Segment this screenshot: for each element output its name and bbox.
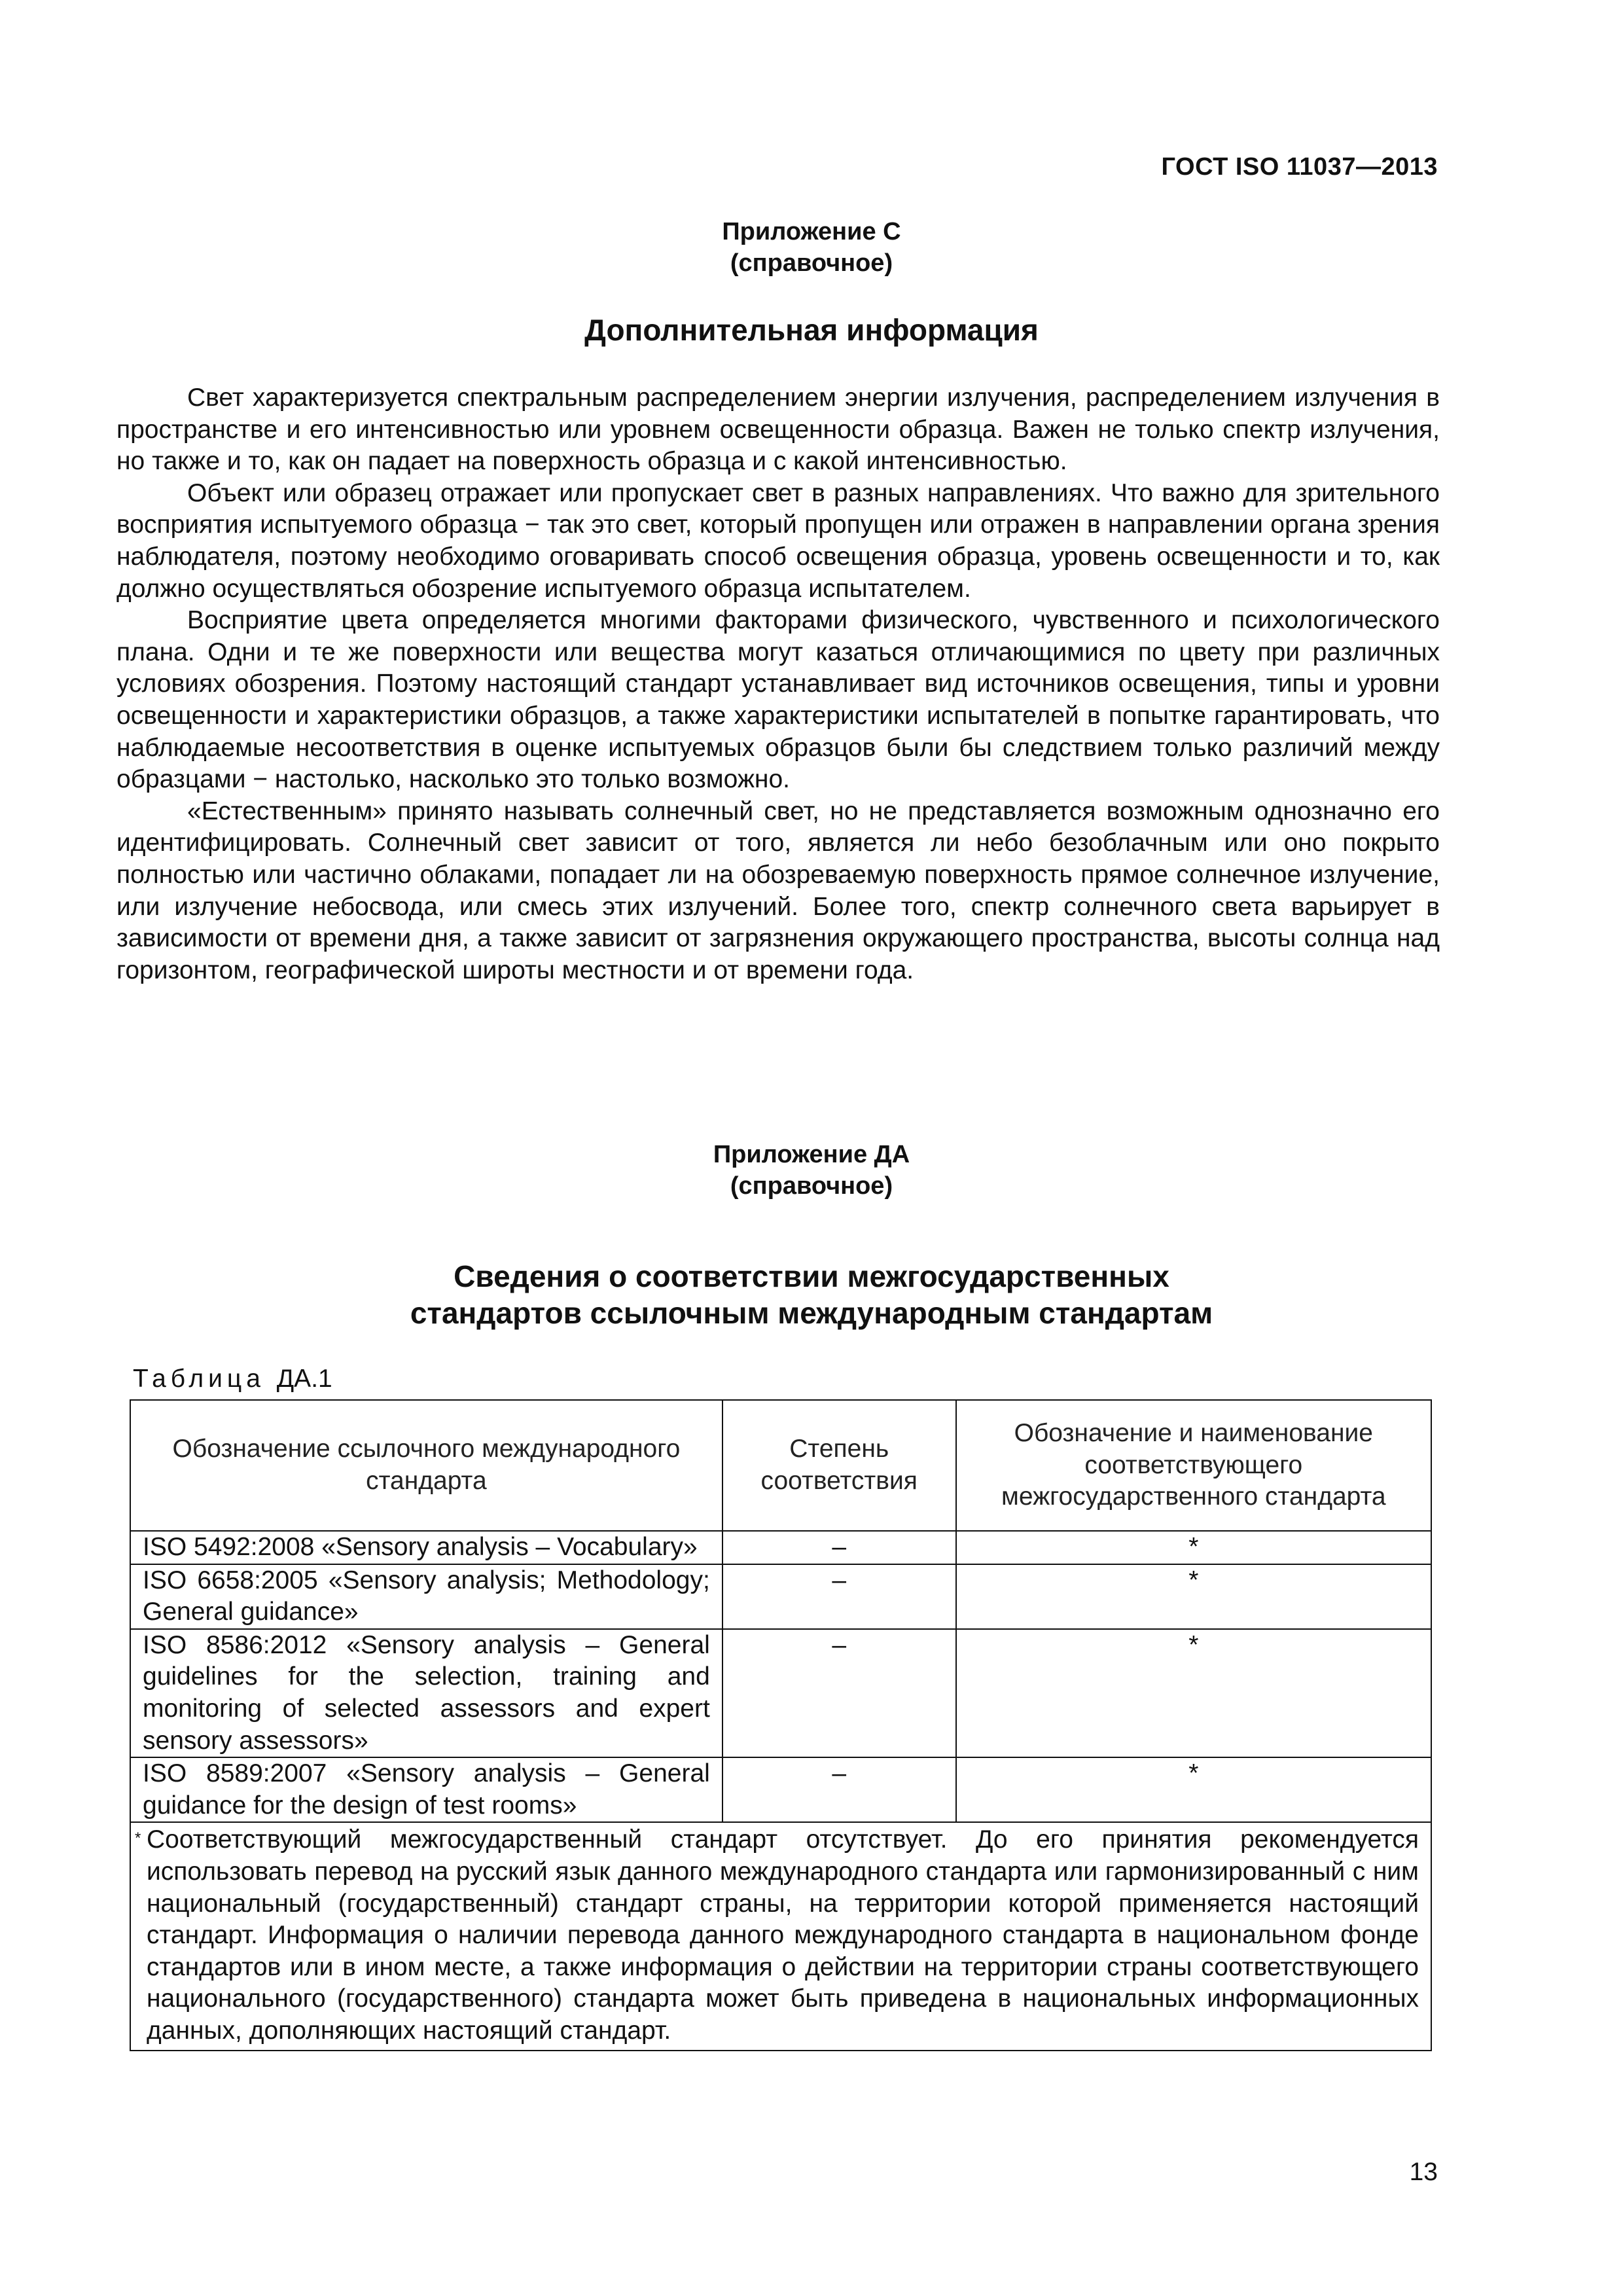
degree-cell: –: [722, 1629, 956, 1757]
annex-da-title-line1: Сведения о соответствии межгосударственных: [454, 1259, 1169, 1293]
column-header: Обозначение и наименование соответствующего межгосударственного стандарта: [956, 1400, 1431, 1531]
interstate-standard-cell: *: [956, 1531, 1431, 1564]
annex-da-kind: (справочное): [730, 1172, 893, 1200]
table-footnote-row: [130, 1822, 1431, 2050]
column-header: Обозначение ссылочного международного стандарта: [130, 1400, 722, 1531]
annex-c-title-block: [0, 312, 1623, 348]
footnote-text: Соответствующий межгосударственный стандарт отсутствует. До его принятия рекомендуется использовать перевод на русский язык данного международного стандарта или гармонизированный с ним национальный (государственный) стандарт страны, на территории которой применяется настоящий стандарт. Информация о наличии перевода данного международного стандарта в национальном фонде стандартов или в ином месте, а также информация о действии на территории страны соответствующего национального (государственного) стандарта может быть приведена в национальных информационных данных, дополняющих настоящий стандарт.: [147, 1825, 1419, 2045]
annex-c-title: Дополнительная информация: [584, 313, 1039, 347]
standard-code-header: ГОСТ ISO 11037—2013: [1161, 153, 1438, 181]
table-caption: [133, 1365, 332, 1393]
table-row: [130, 1757, 1431, 1822]
table-caption-word: Таблица: [133, 1365, 265, 1393]
annex-da-title-line2: стандартов ссылочным международным стандартам: [410, 1296, 1213, 1330]
page-number: 13: [1409, 2158, 1438, 2186]
table-footnote-cell: [130, 1822, 1431, 2050]
table-caption-number: ДА.1: [276, 1365, 332, 1393]
ref-standard-cell: ISO 5492:2008 «Sensory analysis – Vocabulary»: [130, 1531, 722, 1564]
annex-c-label: Приложение С: [722, 218, 901, 245]
annex-c-body: [116, 382, 1440, 986]
paragraph: Свет характеризуется спектральным распределением энергии излучения, распределением излучения в пространстве и его интенсивностью или уровнем освещенности образца. Важен не только спектр излучения, но также и то, как он падает на поверхность образца и с какой интенсивностью.: [116, 384, 1440, 476]
ref-standard-cell: ISO 6658:2005 «Sensory analysis; Methodology; General guidance»: [130, 1564, 722, 1629]
paragraph: «Естественным» принято называть солнечный свет, но не представляется возможным однозначно его идентифицировать. Солнечный свет зависит от того, является ли небо безоблачным или оно покрыто полностью или частично облаками, попадает ли на обозреваемую поверхность прямое солнечное излучение, или излучение небосвода, или смесь этих излучений. Более того, спектр солнечного света варьирует в зависимости от времени дня, а также зависит от загрязнения окружающего пространства, высоты солнца над горизонтом, географической широты местности и от времени года.: [116, 797, 1440, 984]
table-row: [130, 1629, 1431, 1757]
annex-da-label: Приложение ДА: [713, 1141, 910, 1168]
interstate-standard-cell: *: [956, 1629, 1431, 1757]
table-row: [130, 1564, 1431, 1629]
annex-c-kind: (справочное): [730, 249, 893, 277]
annex-da-title-block: [0, 1258, 1623, 1331]
table-row: [130, 1531, 1431, 1564]
column-header: Степень соответствия: [722, 1400, 956, 1531]
footnote-asterisk: *: [135, 1829, 141, 1848]
degree-cell: –: [722, 1564, 956, 1629]
annex-c-heading: [0, 216, 1623, 279]
annex-da-heading: [0, 1139, 1623, 1202]
interstate-standard-cell: *: [956, 1564, 1431, 1629]
paragraph: Объект или образец отражает или пропускает свет в разных направлениях. Что важно для зрительного восприятия испытуемого образца − так это свет, который пропущен или отражен в направлении органа зрения наблюдателя, поэтому необходимо оговаривать способ освещения образца, уровень освещенности и то, как должно осуществляться обозрение испытуемого образца испытателем.: [116, 478, 1440, 603]
paragraph: Восприятие цвета определяется многими факторами физического, чувственного и психологического плана. Одни и те же поверхности или вещества могут казаться отличающимися по цвету при различных условиях обозрения. Поэтому настоящий стандарт устанавливает вид источников освещения, типы и уровни освещенности и характеристики образцов, а также характеристики испытателей в попытке гарантировать, что наблюдаемые несоответствия в оценке испытуемых образцов были бы следствием только различий между образцами − настолько, насколько это только возможно.: [116, 606, 1440, 794]
table-header-row: [130, 1400, 1431, 1531]
ref-standard-cell: ISO 8589:2007 «Sensory analysis – General guidance for the design of test rooms»: [130, 1757, 722, 1822]
correspondence-table: [130, 1399, 1432, 2051]
degree-cell: –: [722, 1757, 956, 1822]
ref-standard-cell: ISO 8586:2012 «Sensory analysis – General guidelines for the selection, training and monitoring of selected assessors and expert sensory assessors»: [130, 1629, 722, 1757]
degree-cell: –: [722, 1531, 956, 1564]
interstate-standard-cell: *: [956, 1757, 1431, 1822]
